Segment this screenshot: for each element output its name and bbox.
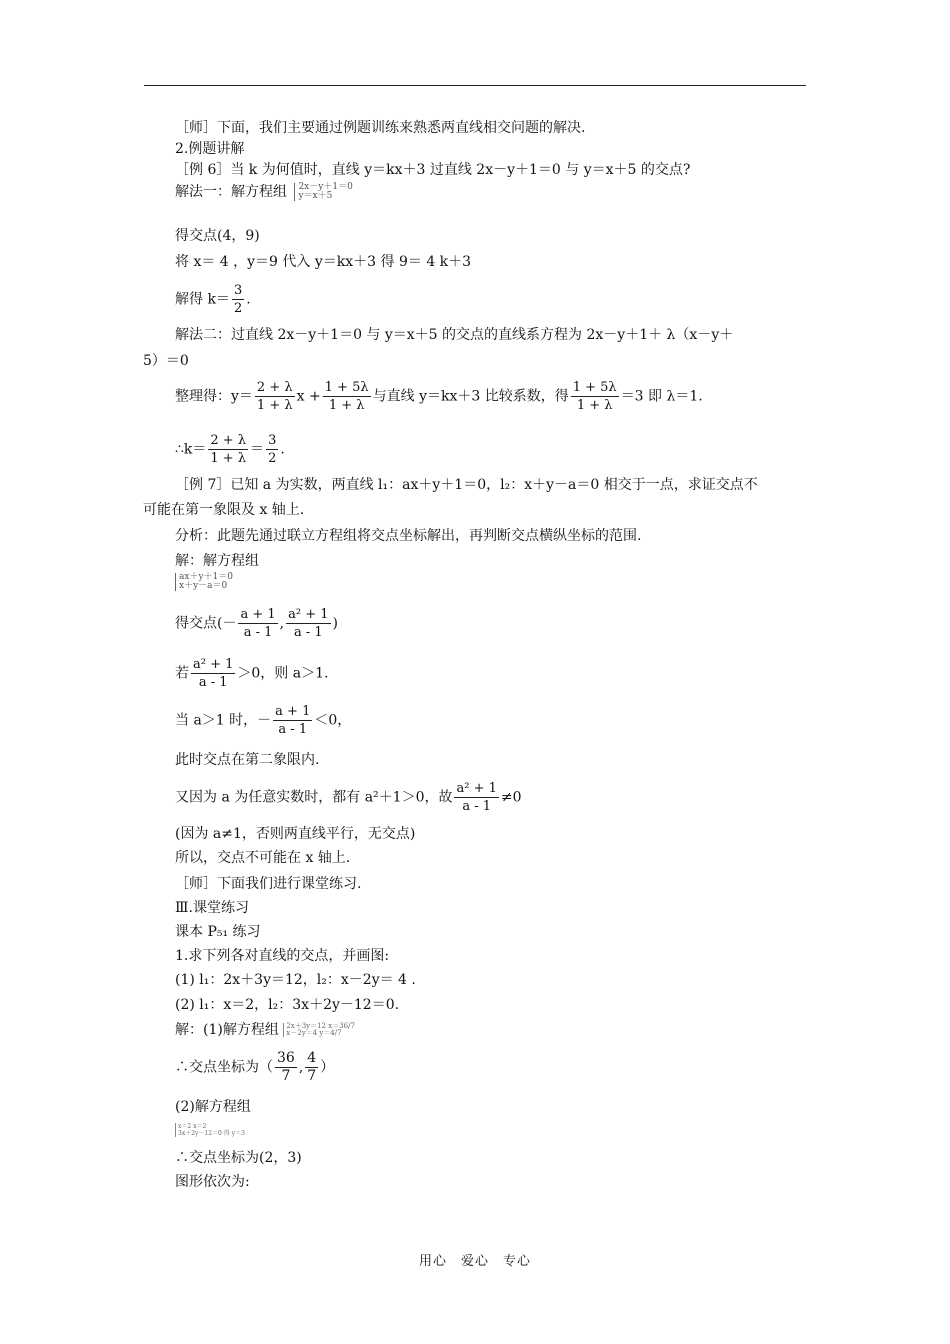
text-span: ＝3 即 λ＝1. [620, 388, 703, 405]
text-span: 若 [175, 665, 189, 682]
section-heading: Ⅲ.课堂练习 [175, 900, 249, 916]
denominator: a - 1 [238, 623, 277, 641]
text-span: ＜0， [314, 712, 352, 729]
numerator: 2 + λ [256, 380, 293, 395]
text-line: ∴交点坐标为(2，3) [175, 1150, 302, 1166]
section-heading: 2.例题讲解 [175, 141, 245, 157]
numerator: 1 + 5λ [572, 380, 617, 395]
text-span: ＝ [250, 441, 265, 458]
denominator: 2 [268, 451, 277, 466]
equation: x＋y－a＝0 [179, 581, 228, 591]
denominator: 1 + λ [323, 396, 371, 414]
text-span: 得交点(－ [175, 615, 237, 632]
numerator: 2 + λ [210, 433, 247, 448]
text-line: 课本 P₅₁ 练习 [175, 924, 261, 940]
text-span: , [298, 1059, 304, 1076]
numerator: a + 1 [275, 704, 311, 719]
example-7-question: ［例 7］已知 a 为实数，两直线 l₁：ax＋y＋1＝0，l₂：x＋y－a＝0 相交于一点，求证交点不 [175, 477, 758, 493]
fraction [232, 282, 244, 317]
denominator: 1 + λ [571, 396, 619, 414]
numerator: a² + 1 [456, 781, 497, 796]
text-line [175, 379, 703, 414]
text-line [175, 1020, 355, 1040]
exercise-item: (2) l₁：x＝2，l₂：3x＋2y－12＝0. [175, 997, 400, 1013]
equation: y＝x＋5 [298, 191, 333, 201]
text-line: 5）＝0 [143, 353, 189, 369]
text-line: ［师］下面我们进行课堂练习. [175, 876, 362, 892]
equation: x－2y＝4 y＝4/7 [286, 1029, 342, 1037]
text-span: 解：(1)解方程组 [175, 1022, 279, 1038]
equation: x＝2 x＝2 [178, 1123, 207, 1130]
text-line: 将 x＝ 4 ，y＝9 代入 y＝kx＋3 得 9＝ 4 k＋3 [175, 254, 472, 270]
text-span: ∴交点坐标为（ [175, 1059, 273, 1076]
fraction [275, 1050, 297, 1085]
equation-system [294, 183, 352, 201]
fraction [266, 432, 278, 467]
text-line: (因为 a≠1，否则两直线平行，无交点) [175, 826, 416, 842]
fraction [255, 379, 295, 414]
text-line [175, 606, 338, 641]
text-line [175, 432, 285, 467]
equation: ax＋y＋1＝0 [179, 572, 233, 582]
equation: 3x＋2y－12＝0 得 y＝3 [178, 1130, 245, 1137]
text-span: 又因为 a 为任意实数时，都有 a²＋1＞0，故 [175, 789, 453, 806]
denominator: a - 1 [191, 673, 235, 691]
denominator: a - 1 [454, 797, 498, 815]
numerator: 3 [233, 283, 243, 298]
text-span: ∴k＝ [175, 441, 207, 458]
text-span: 与直线 y＝kx＋3 比较系数，得 [372, 388, 569, 405]
fraction [305, 1050, 318, 1085]
method-one-label: 解法一：解方程组 [175, 184, 287, 200]
text-line: ［师］下面，我们主要通过例题训练来熟悉两直线相交问题的解决. [175, 120, 586, 136]
text-line [175, 1050, 334, 1085]
numerator: 36 [277, 1050, 295, 1066]
numerator: a + 1 [240, 607, 276, 622]
header-rule [144, 85, 806, 86]
fraction [191, 656, 235, 691]
equation-system [175, 1120, 245, 1140]
numerator: a² + 1 [288, 607, 329, 622]
text-span: ＞0，则 a＞1. [237, 665, 329, 682]
brace [175, 1123, 245, 1137]
fraction [208, 432, 248, 467]
denominator: 1 + λ [210, 451, 247, 466]
text-line [175, 656, 328, 691]
equation: 2x－y＋1＝0 [298, 182, 353, 192]
numerator: 3 [268, 433, 277, 448]
denominator: 7 [275, 1067, 297, 1085]
text-line [175, 282, 251, 317]
numerator: 4 [307, 1050, 317, 1066]
numerator: 1 + 5λ [324, 380, 369, 395]
text-line: 解：解方程组 [175, 553, 259, 569]
denominator: 2 [233, 301, 243, 316]
fraction [571, 379, 619, 414]
text-span: 整理得：y＝ [175, 388, 253, 405]
text-line: (2)解方程组 [175, 1099, 251, 1115]
text-span: . [246, 291, 251, 308]
analysis-line: 分析：此题先通过联立方程组将交点坐标解出，再判断交点横纵坐标的范围. [175, 528, 642, 544]
fraction [323, 379, 371, 414]
exercise-item: (1) l₁：2x＋3y＝12，l₂：x－2y＝ 4 . [175, 972, 416, 988]
text-span: 当 a＞1 时，－ [175, 712, 272, 729]
fraction [286, 606, 330, 641]
text-span: , [279, 615, 285, 632]
method-two-line: 解法二：过直线 2x－y＋1＝0 与 y＝x＋5 的交点的直线系方程为 2x－y＋1＋ λ（x－y＋ [175, 327, 734, 343]
text-span: x + [296, 388, 321, 405]
text-span: ) [332, 615, 338, 632]
text-span: ≠0 [500, 789, 522, 806]
equation-system [283, 1023, 355, 1037]
fraction [454, 780, 498, 815]
page-footer: 用心 爱心 专心 [418, 1254, 531, 1269]
brace [175, 573, 233, 591]
fraction [273, 703, 312, 738]
text-line [175, 703, 351, 738]
text-line: 此时交点在第二象限内. [175, 752, 320, 768]
text-span: ） [320, 1059, 335, 1076]
text-span: 解得 k＝ [175, 291, 230, 308]
text-line: 所以，交点不可能在 x 轴上. [175, 850, 351, 866]
text-line [175, 182, 353, 202]
numerator: a² + 1 [193, 657, 234, 672]
denominator: 7 [307, 1068, 317, 1084]
text-span: . [280, 441, 285, 458]
denominator: 1 + λ [256, 398, 293, 413]
fraction [238, 606, 277, 641]
equation-system [175, 572, 233, 592]
text-line: 图形依次为: [175, 1174, 250, 1190]
text-line: 得交点(4，9) [175, 228, 260, 244]
text-line [175, 780, 522, 815]
denominator: a - 1 [273, 720, 312, 738]
text-line: 可能在第一象限及 x 轴上. [143, 502, 305, 518]
denominator: a - 1 [286, 623, 330, 641]
exercise-question: 1.求下列各对直线的交点，并画图: [175, 948, 390, 964]
equation: 2x＋3y＝12 x＝36/7 [286, 1022, 355, 1030]
example-6-question: ［例 6］当 k 为何值时，直线 y＝kx＋3 过直线 2x－y＋1＝0 与 y＝x＋5 的交点? [175, 162, 691, 178]
